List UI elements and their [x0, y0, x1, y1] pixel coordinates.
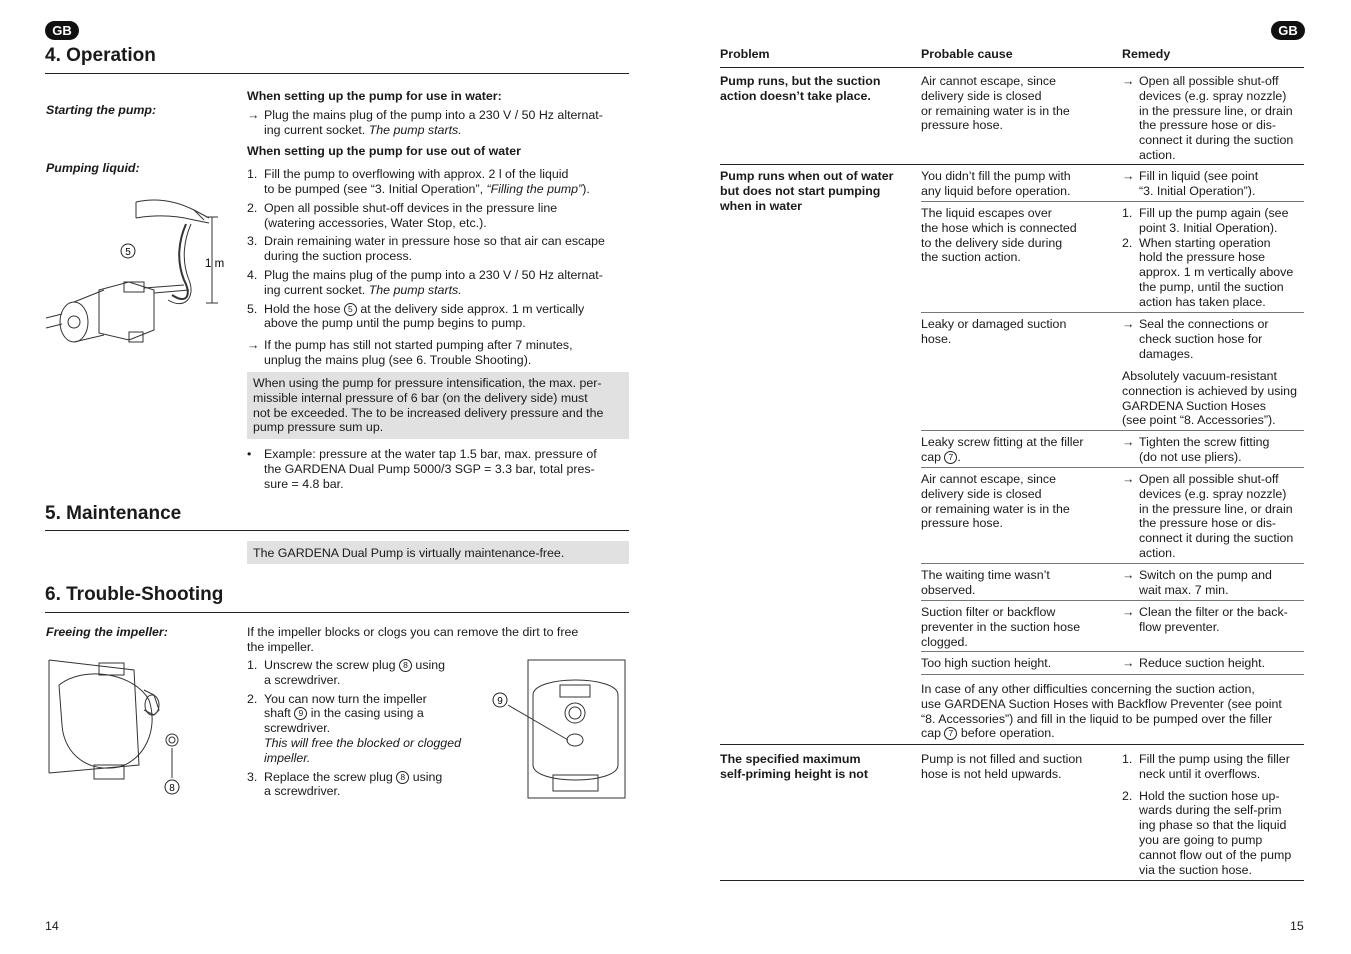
maintenance-note-box: The GARDENA Dual Pump is virtually maintenance-free.	[247, 541, 629, 564]
figure-label: 5	[125, 247, 131, 258]
heading-in-water: When setting up the pump for use in water:	[247, 89, 502, 103]
pressure-note-box: When using the pump for pressure intensification, the max. per- missible internal pressure of 6 bar (on the delivery side) must not be exceeded. The to be increased delivery pressure and the pump pressure sum up.	[247, 372, 629, 439]
table-cell-remedy: 1. Fill the pump using the filler neck until it overflows. 2. Hold the suction hose up- wards during the self-prim ing phase so that the liquid you are going to pump cannot flow out of the pump via the suction hose.	[1122, 752, 1292, 877]
operation-body	[247, 89, 632, 368]
step-list	[247, 167, 632, 331]
heading-out-of-water: When setting up the pump for use out of water	[247, 144, 521, 159]
section-title-trouble-shooting: 6. Trouble-Shooting	[45, 584, 224, 605]
language-badge: GB	[1271, 21, 1305, 40]
table-cell-remedy: → Fill in liquid (see point “3. Initial Operation”).	[1122, 169, 1259, 198]
side-heading-freeing: Freeing the impeller:	[46, 625, 168, 639]
list-item: 4. Plug the mains plug of the pump into a 230 V / 50 Hz alternat- ing current socket. The pump starts.	[247, 267, 603, 297]
subrow-rule	[921, 201, 1304, 202]
page-number: 14	[45, 919, 59, 933]
section-rule	[45, 530, 629, 531]
figure-label: 8	[169, 783, 175, 794]
hose-number-icon: 5	[344, 303, 357, 316]
screw-plug-number-icon: 8	[396, 771, 409, 784]
table-cell-cause: You didn’t fill the pump with any liquid before operation.	[921, 169, 1071, 198]
section-rule	[45, 612, 629, 613]
example-bullet: • Example: pressure at the water tap 1.5 bar, max. pressure of the GARDENA Dual Pump 5000/3 SGP = 3.3 bar, total pres- sure = 4.8 bar.	[247, 447, 597, 491]
list-item: 3. Replace the screw plug 8 using a screwdriver.	[247, 769, 443, 799]
list-item: 2. You can now turn the impeller shaft 9 in the casing using a screwdriver. This will free the blocked or clogged impeller.	[247, 691, 461, 765]
text-line: ing current socket. The pump starts.	[264, 122, 462, 137]
table-cell-remedy: → Tighten the screw fitting (do not use pliers).	[1122, 435, 1270, 464]
table-cell-remedy: 1. Fill up the pump again (see point 3. Initial Operation). 2. When starting operation hold the pressure hose approx. 1 m vertically above the pump, until the suction action has taken place.	[1122, 206, 1294, 309]
header-rule	[720, 67, 1304, 68]
column-header-remedy: Remedy	[1122, 47, 1171, 61]
list-item: 2. Open all possible shut-off devices in the pressure line (watering accessories, Water Stop, etc.).	[247, 200, 558, 230]
table-cell-note: In case of any other difficulties concerning the suction action, use GARDENA Suction Hoses with Backflow Preventer (see point “8. Accessories”) and fill in the liquid to be pumped over the filler cap 7 before operation.	[921, 682, 1282, 741]
list-item: 1. Fill the pump to overflowing with approx. 2 l of the liquid to be pumped (see “3. Initial Operation”, “Filling the pump”).	[247, 167, 590, 196]
row-rule	[720, 744, 1304, 745]
table-cell-cause: Pump is not filled and suction hose is not held upwards.	[921, 752, 1083, 781]
table-cell-remedy: → Switch on the pump and wait max. 7 min.	[1122, 568, 1272, 597]
trouble-intro: If the impeller blocks or clogs you can remove the dirt to free the impeller.	[247, 625, 579, 654]
arrow-item	[247, 108, 632, 138]
side-heading-starting: Starting the pump:	[46, 103, 157, 117]
table-cell-cause: Air cannot escape, since delivery side is closed or remaining water is in the pressure hose.	[921, 74, 1070, 133]
language-badge: GB	[45, 21, 79, 40]
table-cell-problem: The specified maximum self-priming height is not	[720, 752, 868, 781]
subrow-rule	[921, 467, 1304, 468]
filler-cap-number-icon: 7	[944, 727, 957, 740]
filler-cap-number-icon: 7	[944, 451, 957, 464]
page-number: 15	[1290, 919, 1304, 933]
column-header-cause: Probable cause	[921, 47, 1013, 61]
pump-with-hose-illustration	[44, 190, 234, 365]
table-cell-remedy: → Open all possible shut-off devices (e.g. spray nozzle) in the pressure line, or drain the pressure hose or dis- connect it during the suction action.	[1122, 472, 1294, 560]
table-cell-cause: Too high suction height.	[921, 656, 1052, 670]
table-bottom-rule	[720, 880, 1304, 881]
column-header-problem: Problem	[720, 47, 770, 61]
section-title-maintenance: 5. Maintenance	[45, 503, 182, 524]
table-cell-cause: Suction filter or backflow preventer in the suction hose clogged.	[921, 605, 1081, 649]
table-cell-remedy-note: Absolutely vacuum-resistant connection is achieved by using GARDENA Suction Hoses (see point “8. Accessories”).	[1122, 369, 1297, 428]
subrow-rule	[921, 674, 1304, 675]
list-item: 3. Drain remaining water in pressure hose so that air can escape during the suction process.	[247, 234, 605, 264]
table-cell-remedy: → Clean the filter or the back- flow preventer.	[1122, 605, 1288, 634]
list-item: 1. Unscrew the screw plug 8 using a screwdriver.	[247, 658, 446, 687]
arrow-icon: →	[247, 338, 260, 353]
table-cell-remedy: → Seal the connections or check suction hose for damages.	[1122, 317, 1269, 361]
table-cell-cause: The liquid escapes over the hose which is connected to the delivery side during the suction action.	[921, 206, 1077, 265]
subrow-rule	[921, 312, 1304, 313]
table-cell-cause: Leaky screw fitting at the filler cap 7 .	[921, 435, 1084, 464]
table-cell-cause: The waiting time wasn’t observed.	[921, 568, 1050, 597]
arrow-icon: →	[247, 107, 260, 122]
text-line: Plug the mains plug of the pump into a 230 V / 50 Hz alternat-	[264, 107, 603, 122]
row-rule	[720, 164, 1304, 165]
figure-label: 9	[497, 696, 503, 707]
pump-front-illustration	[488, 655, 633, 800]
impeller-step-list	[247, 658, 461, 799]
side-heading-pumping: Pumping liquid:	[46, 161, 140, 175]
section-rule	[45, 73, 629, 74]
shaft-number-icon: 9	[294, 707, 307, 720]
pump-side-illustration	[44, 655, 194, 800]
subrow-rule	[921, 430, 1304, 431]
height-label: 1 m	[205, 258, 225, 270]
subrow-rule	[921, 651, 1304, 652]
arrow-icon: →	[1122, 74, 1135, 88]
table-cell-remedy: → Open all possible shut-off devices (e.g. spray nozzle) in the pressure line, or drain the pressure hose or dis- connect it during the suction action.	[1122, 74, 1294, 162]
table-cell-problem: Pump runs when out of water but does not start pumping when in water	[720, 169, 894, 213]
table-cell-cause: Air cannot escape, since delivery side is closed or remaining water is in the pressure hose.	[921, 472, 1070, 531]
table-cell-cause: Leaky or damaged suction hose.	[921, 317, 1067, 346]
list-item: 5. Hold the hose 5 at the delivery side approx. 1 m vertically above the pump until the pump begins to pump.	[247, 301, 585, 331]
screw-plug-number-icon: 8	[399, 659, 412, 672]
table-cell-remedy: → Reduce suction height.	[1122, 656, 1266, 670]
subrow-rule	[921, 563, 1304, 564]
section-title-operation: 4. Operation	[45, 45, 156, 66]
arrow-item: → If the pump has still not started pumping after 7 minutes, unplug the mains plug (see 6. Trouble Shooting).	[247, 338, 573, 367]
table-cell-problem: Pump runs, but the suction action doesn’t take place.	[720, 74, 881, 103]
subrow-rule	[921, 600, 1304, 601]
